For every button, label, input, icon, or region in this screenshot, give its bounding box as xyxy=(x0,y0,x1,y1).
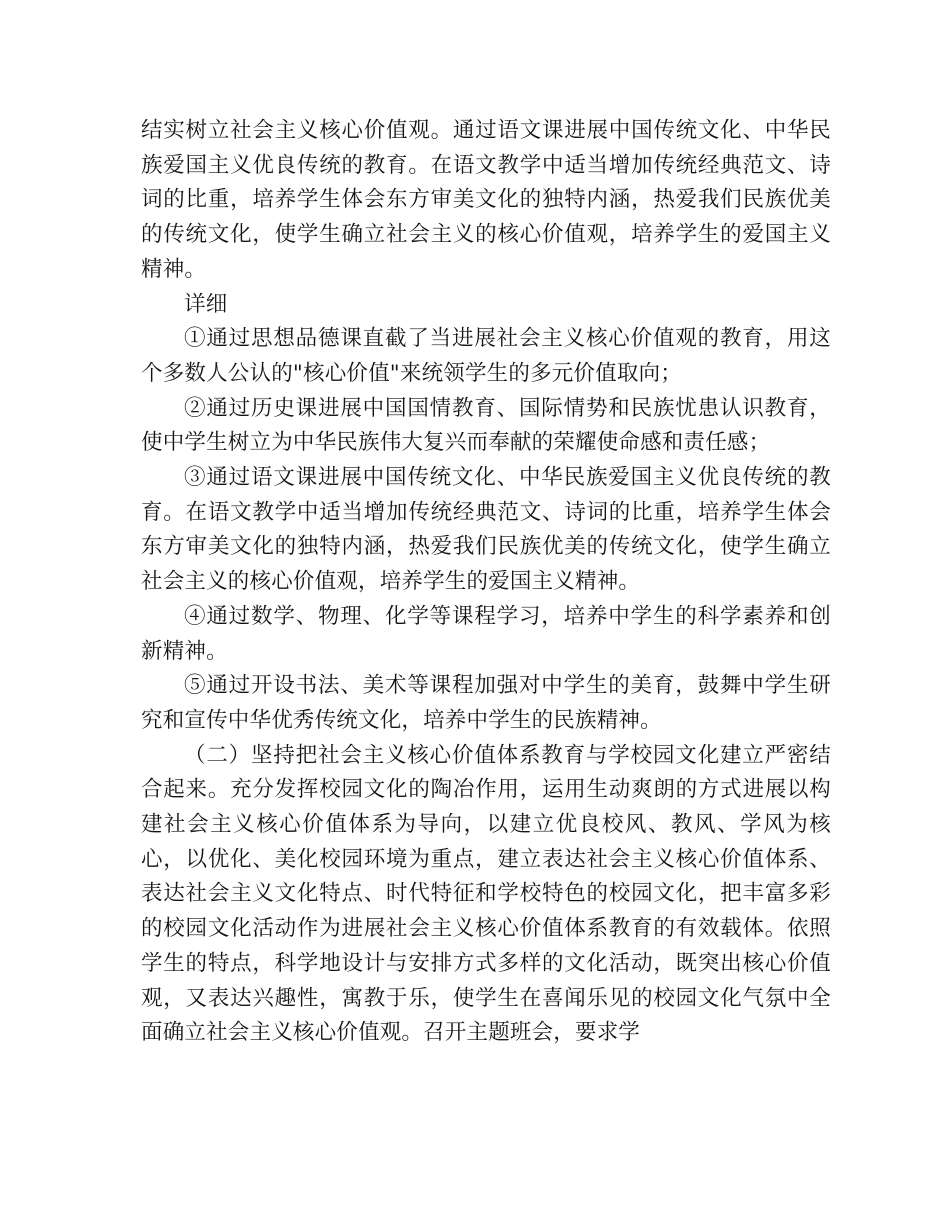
paragraph-heading-details: 详细 xyxy=(184,291,228,317)
paragraph-item-4: ④通过数学、物理、化学等课程学习，培养中学生的科学素养和创新精神。 xyxy=(141,603,831,664)
paragraph-section-2: （二）坚持把社会主义核心价值体系教育与学校园文化建立严密结合起来。充分发挥校园文化的陶冶作用，运用生动爽朗的方式进展以构建社会主义核心价值体系为导向，以建立优良校风、教风、学风为核心，以优化、美化校园环境为重点，建立表达社会主义核心价值体系、表达社会主义文化特点、时代特征和学校特色的校园文化，把丰富多彩的校园文化活动作为进展社会主义核心价值体系教育的有效载体。依照学生的特点，科学地设计与安排方式多样的文化活动，既突出核心价值观，又表达兴趣性，寓教于乐，使学生在喜闻乐见的校园文化气氛中全面确立社会主义核心价值观。召开主题班会，要求学 xyxy=(141,742,831,1046)
paragraph-item-5: ⑤通过开设书法、美术等课程加强对中学生的美育，鼓舞中学生研究和宣传中华优秀传统文化，培养中学生的民族精神。 xyxy=(141,673,831,733)
paragraph-item-3: ③通过语文课进展中国传统文化、中华民族爱国主义优良传统的教育。在语文教学中适当增加传统经典范文、诗词的比重，培养学生体会东方审美文化的独特内涵，热爱我们民族优美的传统文化，使学生确立社会主义的核心价值观，培养学生的爱国主义精神。 xyxy=(141,465,831,595)
document-body xyxy=(141,114,831,1051)
paragraph-continuation: 结实树立社会主义核心价值观。通过语文课进展中国传统文化、中华民族爱国主义优良传统的教育。在语文教学中适当增加传统经典范文、诗词的比重，培养学生体会东方审美文化的独特内涵，热爱我们民族优美的传统文化，使学生确立社会主义的核心价值观，培养学生的爱国主义精神。 xyxy=(141,118,831,282)
paragraph-item-2: ②通过历史课进展中国国情教育、国际情势和民族忧患认识教育，使中学生树立为中华民族伟大复兴而奉献的荣耀使命感和责任感； xyxy=(141,395,831,456)
paragraph-item-1: ①通过思想品德课直截了当进展社会主义核心价值观的教育，用这个多数人公认的"核心价值"来统领学生的多元价值取向； xyxy=(141,326,831,386)
